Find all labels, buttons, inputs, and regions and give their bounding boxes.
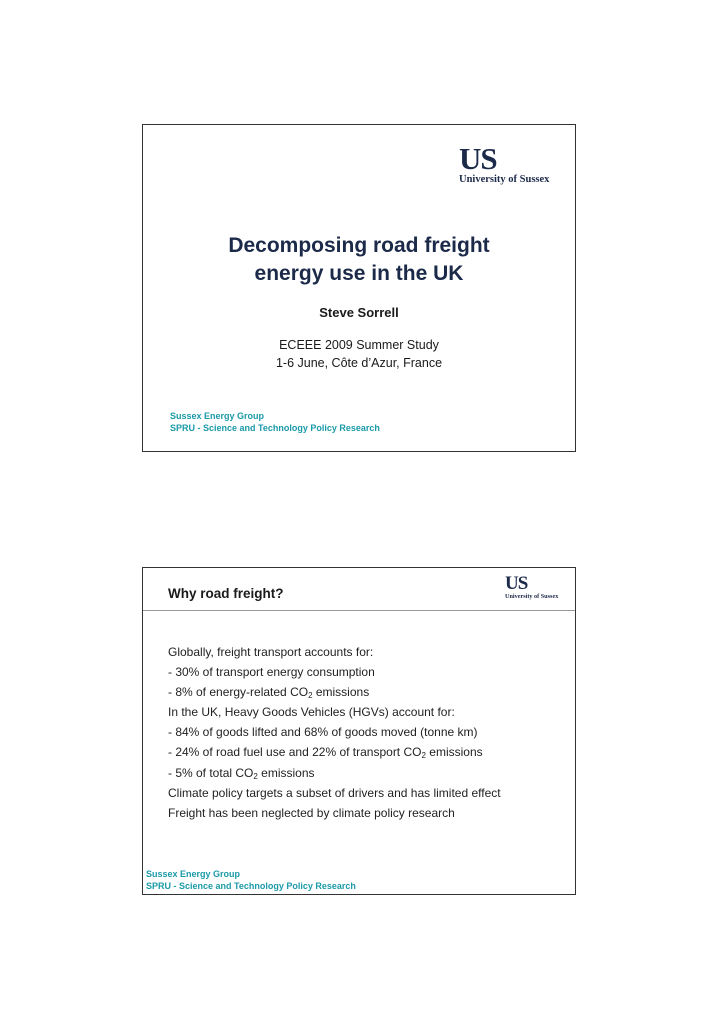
bullet-text: - 84% of goods lifted and 68% of goods moved (tonne km)	[168, 725, 478, 740]
logo-university-name: University of Sussex	[459, 174, 550, 185]
logo-university-name: University of Sussex	[505, 593, 559, 600]
bullet-text-suffix: emissions	[257, 765, 315, 780]
slide-title	[142, 124, 576, 452]
slide-why-road-freight	[142, 567, 576, 895]
bullet-text: - 30% of transport energy consumption	[168, 665, 375, 680]
slide-heading: Why road freight?	[168, 586, 284, 601]
title-line-1: Decomposing road freight	[228, 234, 490, 257]
bullet-item	[168, 682, 501, 702]
bullet-text: Freight has been neglected by climate policy research	[168, 805, 455, 820]
bullet-text-suffix: emissions	[425, 745, 483, 760]
university-logo	[505, 574, 558, 600]
subscript: 2	[308, 691, 313, 701]
bullet-text: Globally, freight transport accounts for:	[168, 645, 374, 659]
header-divider	[143, 610, 575, 611]
bullet-item	[168, 702, 501, 722]
subscript: 2	[253, 771, 258, 781]
bullet-item	[168, 642, 501, 662]
event-info	[143, 336, 575, 372]
university-logo	[459, 143, 549, 186]
author-name: Steve Sorrell	[319, 305, 399, 320]
presentation-title	[143, 232, 575, 288]
bullet-text-suffix: emissions	[312, 685, 370, 700]
bullet-item	[168, 742, 501, 762]
bullet-text: Climate policy targets a subset of drivers and has limited effect	[168, 785, 501, 800]
title-line-2: energy use in the UK	[254, 262, 464, 285]
bullet-item	[168, 763, 501, 783]
bullet-text: - 8% of energy-related CO	[168, 685, 309, 700]
footer-line-2: SPRU - Science and Technology Policy Research	[170, 423, 380, 433]
bullet-text: - 24% of road fuel use and 22% of transport CO	[168, 745, 422, 760]
footer-line-2: SPRU - Science and Technology Policy Research	[146, 881, 356, 891]
logo-mark: US	[505, 573, 528, 594]
footer-line-1: Sussex Energy Group	[146, 869, 241, 879]
bullet-item	[168, 722, 501, 742]
event-line-1: ECEEE 2009 Summer Study	[279, 338, 439, 352]
slide-footer	[146, 868, 356, 892]
bullet-text: In the UK, Heavy Goods Vehicles (HGVs) account for:	[168, 705, 455, 720]
bullet-list	[168, 642, 501, 823]
logo-mark: US	[459, 141, 497, 176]
slide-footer	[170, 410, 380, 434]
bullet-item	[168, 783, 501, 803]
bullet-item	[168, 662, 501, 682]
footer-line-1: Sussex Energy Group	[170, 411, 265, 421]
subscript: 2	[421, 751, 426, 761]
event-line-2: 1-6 June, Côte d’Azur, France	[275, 356, 443, 370]
bullet-item	[168, 803, 501, 823]
bullet-text: - 5% of total CO	[168, 765, 254, 780]
